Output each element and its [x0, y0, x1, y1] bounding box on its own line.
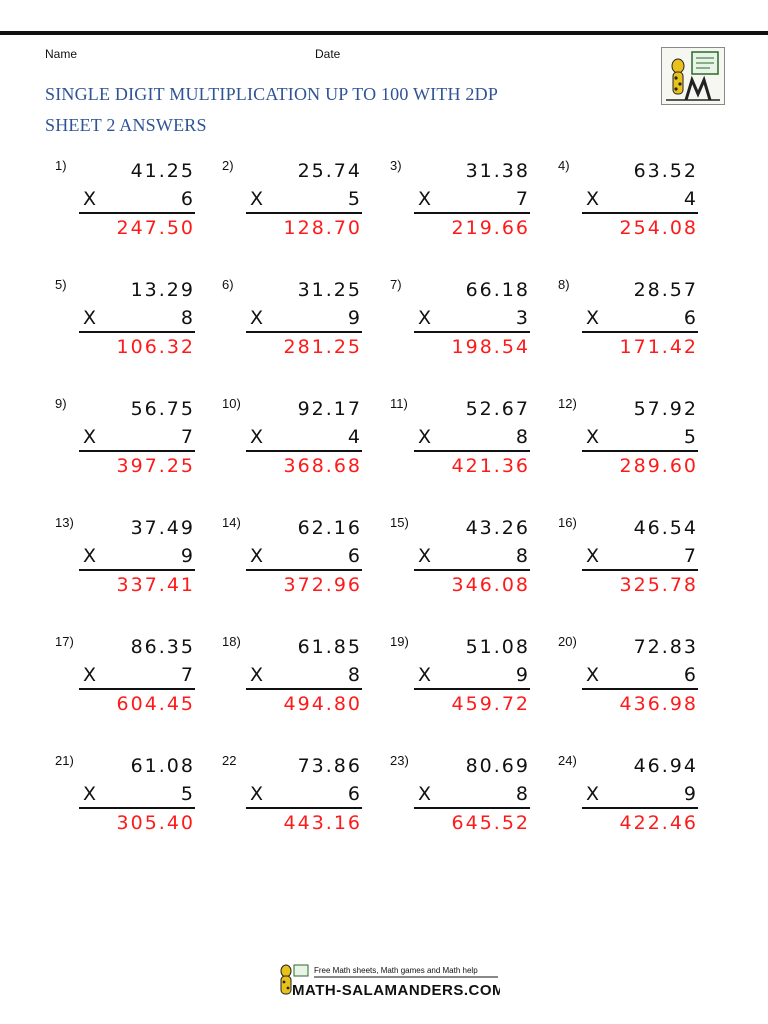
problem-answer-line [414, 807, 530, 809]
problem-operator: X [418, 188, 432, 210]
problem-answer-line [414, 450, 530, 452]
worksheet-subtitle: SHEET 2 ANSWERS [45, 115, 207, 135]
problem-multiplicand: 46.54 [633, 517, 698, 539]
problem-number: 2) [222, 158, 234, 173]
problem-answer: 106.32 [116, 336, 195, 358]
problem-operator: X [83, 188, 97, 210]
problem-answer-line [582, 688, 698, 690]
problem-item [222, 634, 362, 734]
problem-answer-line [582, 807, 698, 809]
problem-multiplicand: 73.86 [297, 755, 362, 777]
problem-answer: 289.60 [619, 455, 698, 477]
problem-multiplier: 4 [683, 188, 696, 210]
problem-answer: 397.25 [116, 455, 195, 477]
problem-item [222, 515, 362, 615]
problem-number: 4) [558, 158, 570, 173]
problem-multiplicand: 43.26 [465, 517, 530, 539]
problem-answer-line [246, 331, 362, 333]
problem-answer: 372.96 [283, 574, 362, 596]
name-label: Name [45, 47, 78, 61]
math-salamander-logo-icon [661, 47, 725, 105]
problem-multiplier: 7 [683, 545, 696, 567]
problem-answer: 422.46 [619, 812, 698, 834]
problem-answer-line [582, 569, 698, 571]
problem-multiplicand: 61.85 [297, 636, 362, 658]
problem-number: 24) [558, 753, 577, 768]
problem-item [390, 158, 530, 258]
problem-operator: X [418, 664, 432, 686]
problem-number: 7) [390, 277, 402, 292]
problem-number: 12) [558, 396, 577, 411]
problem-answer-line [246, 807, 362, 809]
problem-multiplicand: 56.75 [130, 398, 195, 420]
problem-answer-line [246, 688, 362, 690]
problem-answer: 421.36 [451, 455, 530, 477]
worksheet-title: SINGLE DIGIT MULTIPLICATION UP TO 100 WITH 2DP [45, 84, 499, 104]
problem-operator: X [586, 307, 600, 329]
problem-number: 18) [222, 634, 241, 649]
problem-number: 13) [55, 515, 74, 530]
problem-multiplicand: 80.69 [465, 755, 530, 777]
problem-number: 8) [558, 277, 570, 292]
problem-answer: 443.16 [283, 812, 362, 834]
problem-item [558, 634, 698, 734]
problem-multiplicand: 13.29 [130, 279, 195, 301]
problem-answer: 247.50 [116, 217, 195, 239]
problem-answer-line [79, 807, 195, 809]
problem-operator: X [418, 307, 432, 329]
problem-item [55, 277, 195, 377]
problem-multiplicand: 92.17 [297, 398, 362, 420]
problem-multiplier: 3 [515, 307, 528, 329]
problem-answer: 281.25 [283, 336, 362, 358]
problem-number: 21) [55, 753, 74, 768]
problem-multiplier: 8 [515, 545, 528, 567]
problem-operator: X [250, 188, 264, 210]
problem-number: 10) [222, 396, 241, 411]
problem-multiplicand: 51.08 [465, 636, 530, 658]
problem-number: 1) [55, 158, 67, 173]
problem-answer-line [79, 212, 195, 214]
footer-tagline: Free Math sheets, Math games and Math help [314, 966, 478, 975]
problem-answer-line [414, 331, 530, 333]
problem-operator: X [586, 426, 600, 448]
problem-item [222, 277, 362, 377]
problem-answer-line [414, 688, 530, 690]
problem-number: 3) [390, 158, 402, 173]
problem-answer-line [246, 212, 362, 214]
footer-logo [270, 961, 500, 1001]
problem-multiplier: 6 [683, 307, 696, 329]
footer-site: MATH-SALAMANDERS.COM [292, 982, 500, 999]
problem-multiplier: 6 [180, 188, 193, 210]
problem-multiplicand: 72.83 [633, 636, 698, 658]
problem-operator: X [83, 307, 97, 329]
problem-item [55, 158, 195, 258]
problem-answer-line [79, 688, 195, 690]
problem-answer: 337.41 [116, 574, 195, 596]
problem-multiplicand: 31.25 [297, 279, 362, 301]
problem-item [390, 515, 530, 615]
problem-multiplier: 8 [515, 426, 528, 448]
problem-multiplier: 7 [180, 426, 193, 448]
problem-multiplier: 5 [347, 188, 360, 210]
problem-answer: 325.78 [619, 574, 698, 596]
problem-multiplier: 9 [515, 664, 528, 686]
problem-multiplier: 8 [180, 307, 193, 329]
problem-answer-line [582, 212, 698, 214]
problem-item [558, 753, 698, 853]
problem-multiplier: 9 [180, 545, 193, 567]
problem-answer: 436.98 [619, 693, 698, 715]
problem-answer-line [79, 569, 195, 571]
problem-multiplicand: 41.25 [130, 160, 195, 182]
problem-multiplier: 8 [515, 783, 528, 805]
problem-number: 9) [55, 396, 67, 411]
problem-item [558, 277, 698, 377]
problem-operator: X [586, 545, 600, 567]
problem-multiplicand: 28.57 [633, 279, 698, 301]
problem-answer: 219.66 [451, 217, 530, 239]
problem-multiplier: 5 [683, 426, 696, 448]
problem-answer: 604.45 [116, 693, 195, 715]
problem-multiplier: 8 [347, 664, 360, 686]
problem-multiplier: 9 [347, 307, 360, 329]
problem-answer: 494.80 [283, 693, 362, 715]
problem-operator: X [83, 426, 97, 448]
problem-item [390, 396, 530, 496]
problem-item [558, 158, 698, 258]
problem-multiplicand: 63.52 [633, 160, 698, 182]
problem-item [558, 396, 698, 496]
problem-operator: X [418, 426, 432, 448]
problem-answer: 254.08 [619, 217, 698, 239]
problem-multiplicand: 46.94 [633, 755, 698, 777]
problem-answer: 305.40 [116, 812, 195, 834]
problem-item [558, 515, 698, 615]
problem-item [55, 634, 195, 734]
problem-multiplier: 4 [347, 426, 360, 448]
problem-answer: 171.42 [619, 336, 698, 358]
problem-item [55, 753, 195, 853]
problem-item [390, 753, 530, 853]
problem-answer-line [582, 331, 698, 333]
problem-item [222, 753, 362, 853]
problem-answer: 368.68 [283, 455, 362, 477]
problem-item [55, 396, 195, 496]
problem-multiplier: 5 [180, 783, 193, 805]
problem-item [390, 634, 530, 734]
problem-operator: X [250, 783, 264, 805]
problem-answer: 645.52 [451, 812, 530, 834]
problem-operator: X [250, 545, 264, 567]
problem-multiplicand: 61.08 [130, 755, 195, 777]
date-label: Date [315, 47, 341, 61]
problem-multiplier: 6 [347, 783, 360, 805]
problem-item [222, 396, 362, 496]
problem-answer-line [582, 450, 698, 452]
problem-item [222, 158, 362, 258]
problem-number: 20) [558, 634, 577, 649]
top-rule [0, 31, 768, 35]
problem-number: 22 [222, 753, 237, 768]
problem-multiplicand: 86.35 [130, 636, 195, 658]
problem-operator: X [83, 783, 97, 805]
problem-answer-line [246, 569, 362, 571]
problem-answer-line [79, 450, 195, 452]
problem-multiplier: 7 [515, 188, 528, 210]
problem-operator: X [83, 545, 97, 567]
problem-answer-line [246, 450, 362, 452]
problem-multiplicand: 25.74 [297, 160, 362, 182]
problem-number: 19) [390, 634, 409, 649]
problem-number: 14) [222, 515, 241, 530]
problem-number: 23) [390, 753, 409, 768]
problem-number: 5) [55, 277, 67, 292]
problem-operator: X [586, 664, 600, 686]
problem-multiplicand: 37.49 [130, 517, 195, 539]
problem-answer: 459.72 [451, 693, 530, 715]
problem-operator: X [418, 783, 432, 805]
problem-answer: 346.08 [451, 574, 530, 596]
problem-number: 15) [390, 515, 409, 530]
problem-item [390, 277, 530, 377]
problem-number: 11) [390, 396, 408, 411]
problem-answer-line [414, 212, 530, 214]
problem-operator: X [586, 188, 600, 210]
problem-multiplicand: 62.16 [297, 517, 362, 539]
problem-multiplicand: 66.18 [465, 279, 530, 301]
problem-item [55, 515, 195, 615]
problem-number: 17) [55, 634, 74, 649]
problem-multiplicand: 31.38 [465, 160, 530, 182]
problem-operator: X [250, 664, 264, 686]
problem-operator: X [250, 426, 264, 448]
problem-answer: 198.54 [451, 336, 530, 358]
problem-multiplicand: 52.67 [465, 398, 530, 420]
problem-multiplicand: 57.92 [633, 398, 698, 420]
problem-answer: 128.70 [283, 217, 362, 239]
problem-answer-line [414, 569, 530, 571]
problem-number: 16) [558, 515, 577, 530]
problem-operator: X [250, 307, 264, 329]
problem-operator: X [586, 783, 600, 805]
problem-answer-line [79, 331, 195, 333]
problem-multiplier: 7 [180, 664, 193, 686]
problem-multiplier: 6 [347, 545, 360, 567]
problem-multiplier: 9 [683, 783, 696, 805]
problem-multiplier: 6 [683, 664, 696, 686]
problem-operator: X [83, 664, 97, 686]
problem-number: 6) [222, 277, 234, 292]
problem-operator: X [418, 545, 432, 567]
